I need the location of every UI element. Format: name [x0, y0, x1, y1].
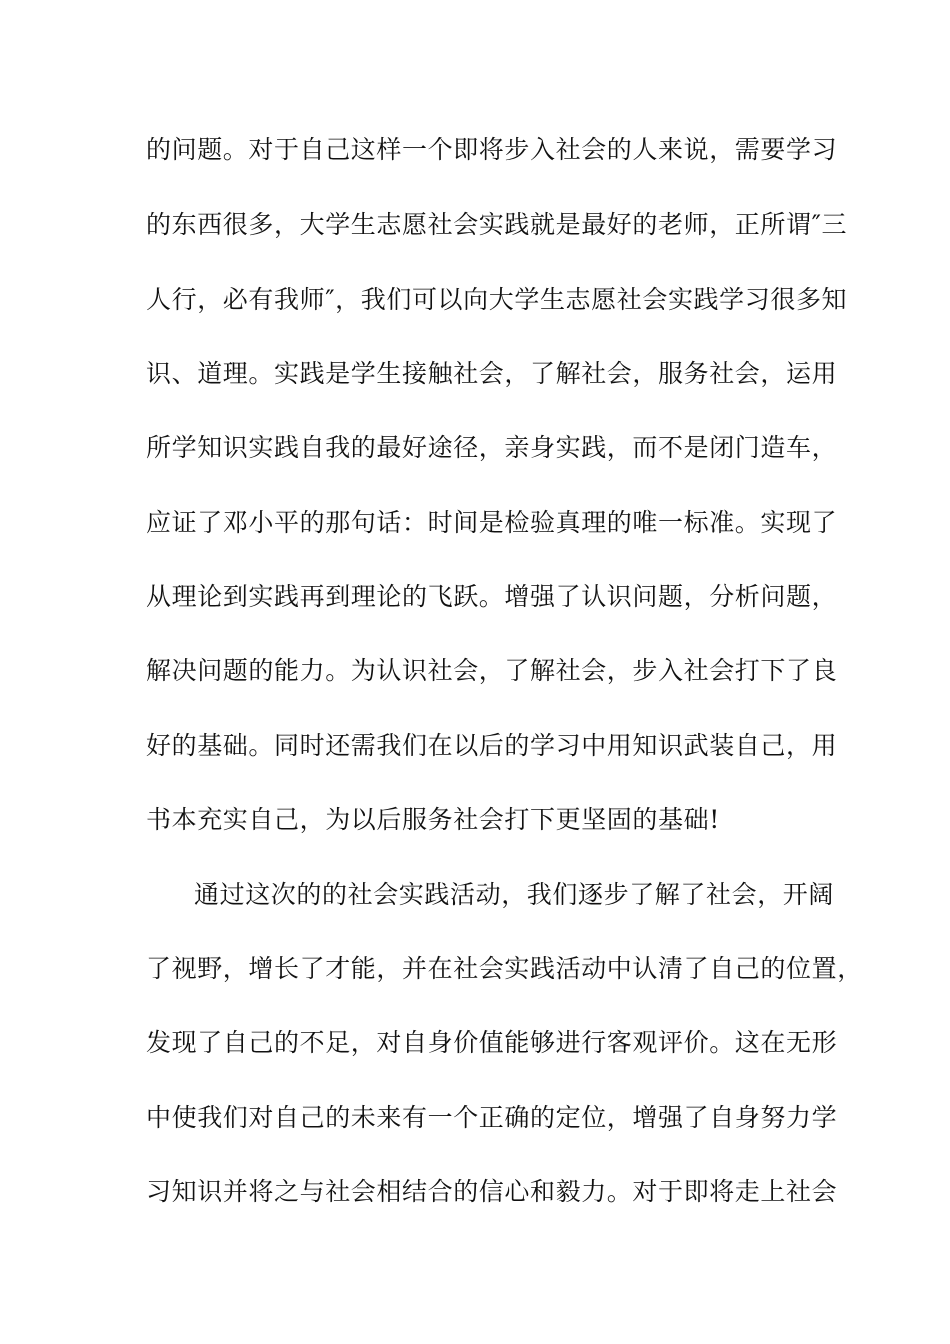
text-line: 识、道理。实践是学生接触社会，了解社会，服务社会，运用 [146, 359, 838, 388]
text-line: 发现了自己的不足，对自身价值能够进行客观评价。这在无形 [146, 1028, 838, 1057]
text-line: 人行，必有我师″，我们可以向大学生志愿社会实践学习很多知 [146, 285, 848, 314]
text-line: 习知识并将之与社会相结合的信心和毅力。对于即将走上社会 [146, 1177, 838, 1206]
text-line: 好的基础。同时还需我们在以后的学习中用知识武装自己，用 [146, 731, 838, 760]
text-line: 从理论到实践再到理论的飞跃。增强了认识问题，分析问题， [146, 582, 838, 611]
text-line: 的东西很多，大学生志愿社会实践就是最好的老师，正所谓″三 [146, 210, 848, 239]
text-line: 解决问题的能力。为认识社会，了解社会，步入社会打下了良 [146, 656, 838, 685]
text-line: 书本充实自己，为以后服务社会打下更坚固的基础! [146, 805, 720, 834]
paragraph-first-line: 通过这次的的社会实践活动，我们逐步了解了社会，开阔 [194, 880, 835, 909]
text-line: 中使我们对自己的未来有一个正确的定位，增强了自身努力学 [146, 1103, 838, 1132]
text-line: 所学知识实践自我的最好途径，亲身实践，而不是闭门造车， [146, 433, 838, 462]
text-line: 的问题。对于自己这样一个即将步入社会的人来说，需要学习 [146, 135, 838, 164]
text-line: 了视野，增长了才能，并在社会实践活动中认清了自己的位置， [146, 954, 863, 983]
text-line: 应证了邓小平的那句话：时间是检验真理的唯一标准。实现了 [146, 508, 838, 537]
